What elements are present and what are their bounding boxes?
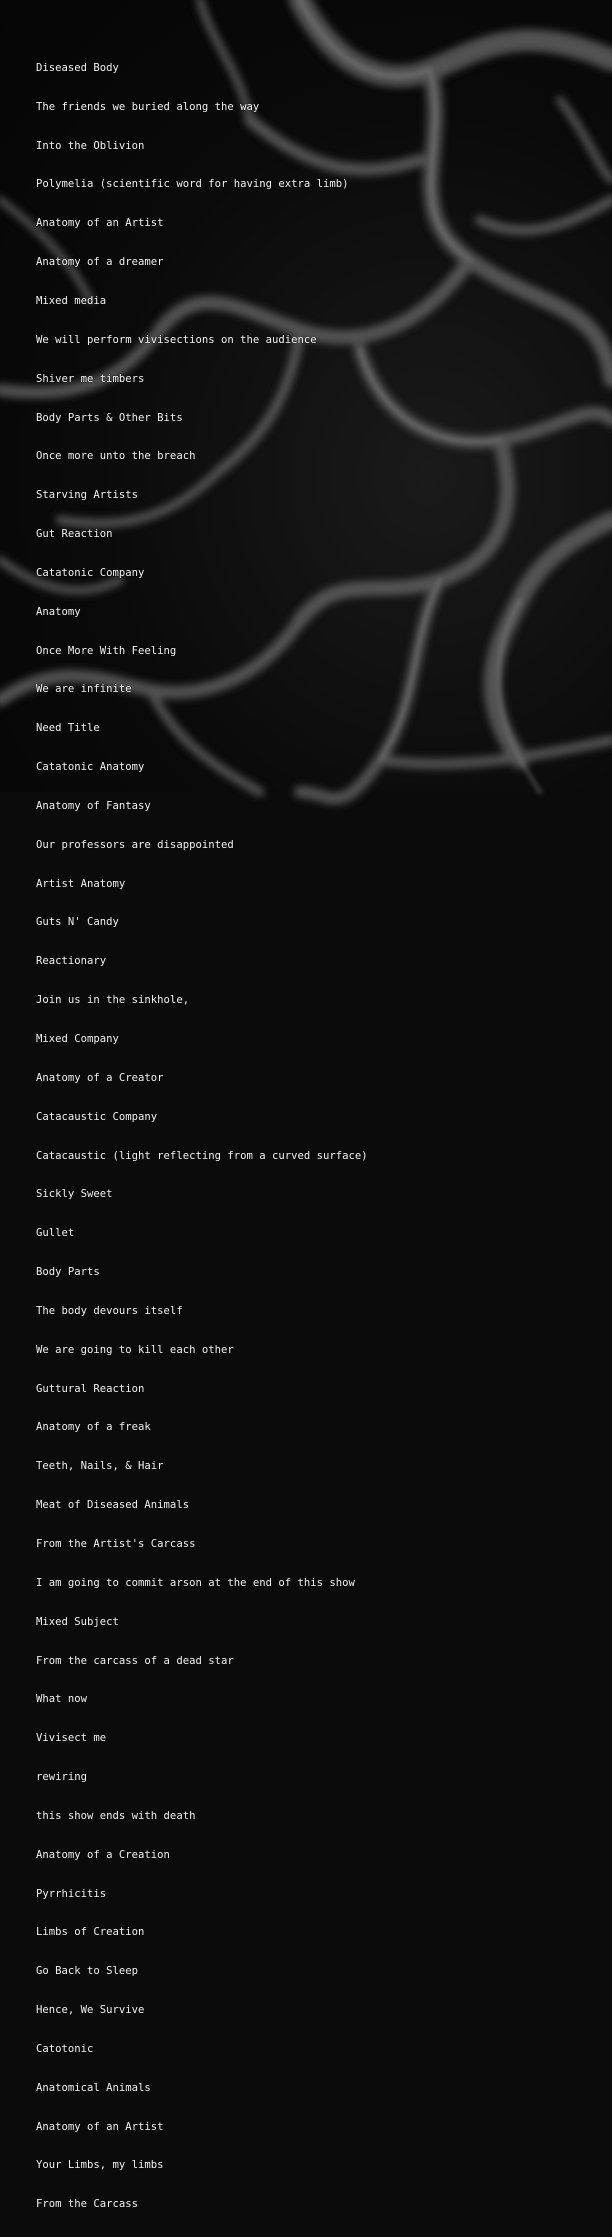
- list-item: Meat of Diseased Animals: [36, 1499, 190, 1512]
- list-item: Vivisect me: [36, 1732, 107, 1745]
- list-item: Guts N' Candy: [36, 916, 119, 929]
- list-item: Gullet: [36, 1227, 75, 1240]
- list-item: The body devours itself: [36, 1304, 183, 1317]
- list-item: Anatomy of a Creator: [36, 1071, 164, 1084]
- list-item: Body Parts: [36, 1266, 100, 1279]
- list-item: We are going to kill each other: [36, 1343, 234, 1356]
- list-item: Reactionary: [36, 955, 107, 968]
- list-item: Need Title: [36, 722, 100, 735]
- list-item: Guttural Reaction: [36, 1382, 145, 1395]
- list-item: We will perform vivisections on the audience: [36, 333, 317, 346]
- list-item: Gut Reaction: [36, 528, 113, 541]
- list-item: this show ends with death: [36, 1809, 196, 1822]
- list-item: Artist Anatomy: [36, 877, 126, 890]
- title-list: [36, 36, 368, 2237]
- list-item: rewiring: [36, 1771, 88, 1784]
- list-item: Catatonic Company: [36, 566, 145, 579]
- list-item: Go Back to Sleep: [36, 1965, 139, 1978]
- list-item: Anatomy of a freak: [36, 1421, 151, 1434]
- list-item: Anatomy of an Artist: [36, 217, 164, 230]
- list-item: Limbs of Creation: [36, 1926, 145, 1939]
- list-item: Once More With Feeling: [36, 644, 177, 657]
- list-item: From the carcass of a dead star: [36, 1654, 234, 1667]
- list-item: Teeth, Nails, & Hair: [36, 1460, 164, 1473]
- list-item: Hence, We Survive: [36, 2004, 145, 2017]
- list-item: Mixed Company: [36, 1033, 119, 1045]
- list-item: From the Artist's Carcass: [36, 1537, 196, 1550]
- list-item: Your Limbs, my limbs: [36, 2159, 164, 2172]
- list-item: Starving Artists: [36, 489, 139, 502]
- list-item: Anatomy of a dreamer: [36, 256, 164, 269]
- list-item: Catatonic Anatomy: [36, 761, 145, 774]
- list-item: From the Carcass: [36, 2198, 139, 2211]
- list-item: Diseased Body: [36, 61, 119, 74]
- list-item: Body Parts & Other Bits: [36, 411, 183, 424]
- list-item: Pyrrhicitis: [36, 1887, 107, 1900]
- list-item: The friends we buried along the way: [36, 100, 260, 113]
- list-item: Anatomy of Fantasy: [36, 799, 151, 812]
- list-item: Catacaustic Company: [36, 1110, 158, 1123]
- list-item: Anatomy of an Artist: [36, 2120, 164, 2133]
- list-item: Anatomy of a Creation: [36, 1848, 170, 1861]
- list-item: Into the Oblivion: [36, 139, 145, 152]
- list-item: Sickly Sweet: [36, 1188, 113, 1201]
- list-item: Shiver me timbers: [36, 372, 145, 385]
- list-item: Mixed Subject: [36, 1615, 119, 1628]
- list-item: Mixed media: [36, 294, 107, 307]
- list-item: We are infinite: [36, 683, 132, 696]
- list-item: Join us in the sinkhole,: [36, 994, 190, 1007]
- list-item: Anatomical Animals: [36, 2081, 151, 2094]
- list-item: Once more unto the breach: [36, 450, 196, 463]
- list-item: I am going to commit arson at the end of this show: [36, 1576, 355, 1589]
- list-item: What now: [36, 1693, 88, 1706]
- list-item: Polymelia (scientific word for having extra limb): [36, 178, 349, 191]
- list-item: Catacaustic (light reflecting from a curved surface): [36, 1149, 368, 1162]
- list-item: Our professors are disappointed: [36, 838, 234, 851]
- list-item: Anatomy: [36, 605, 81, 618]
- list-item: Catotonic: [36, 2042, 94, 2055]
